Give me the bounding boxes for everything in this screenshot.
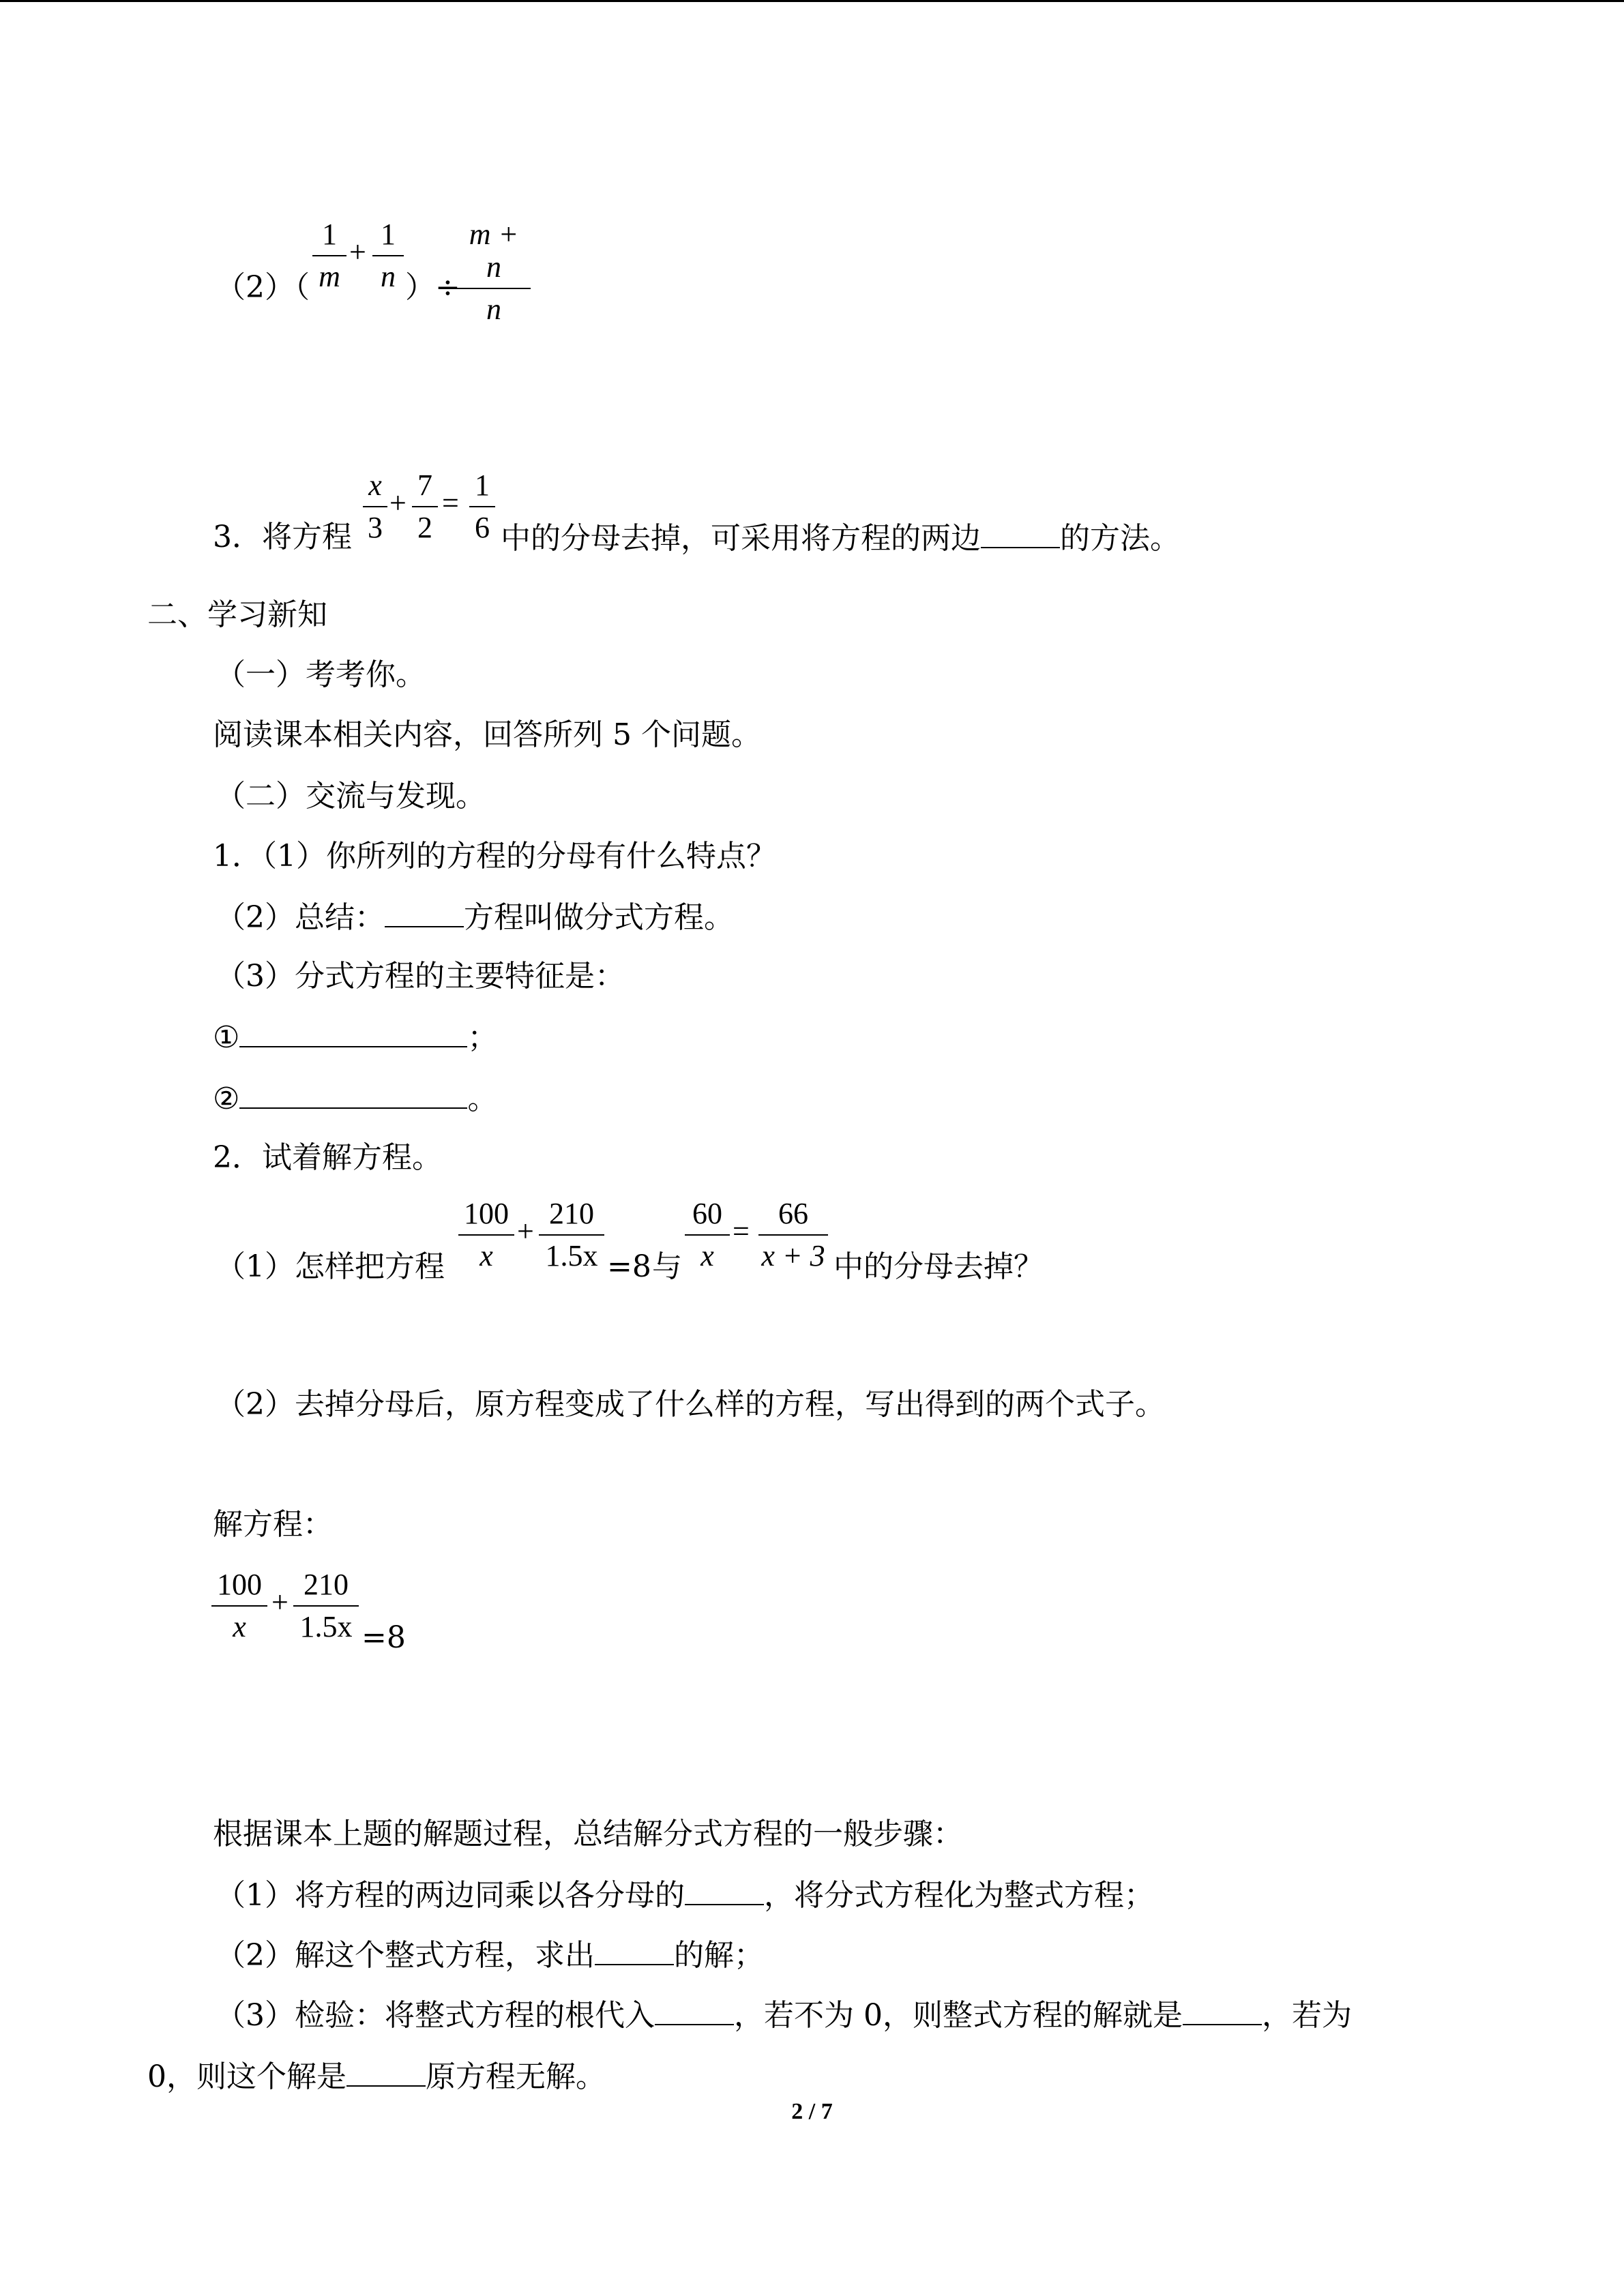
q1-3: （3）分式方程的主要特征是： — [216, 959, 625, 994]
characteristic-1-blank[interactable] — [239, 1016, 467, 1047]
summary-intro: 根据课本上题的解题过程，总结解分式方程的一般步骤： — [213, 1817, 963, 1851]
q3-plus: + — [389, 486, 407, 520]
step-3-blank-1[interactable] — [655, 1994, 734, 2025]
q2-plus: + — [349, 235, 366, 269]
q2-1-equals: = — [733, 1214, 750, 1248]
page-number: 2 / 7 — [791, 2099, 833, 2124]
q2-1-fraction-3: $\frac{60}{x}$ — [685, 1197, 730, 1272]
step-1: （1）将方程的两边同乘以各分母的 ，将分式方程化为整式方程； — [216, 1874, 1154, 1916]
q2-1-equals-8: =8 — [607, 1249, 651, 1284]
q3-fraction-1: $\frac{x}{3}$ — [363, 469, 387, 544]
step-2: （2）解这个整式方程，求出 的解； — [216, 1934, 764, 1976]
characteristic-2-blank[interactable] — [239, 1077, 467, 1109]
q2-1-fraction-2: $\frac{210}{1.5x}$ — [539, 1197, 604, 1272]
q2-2: （2）去掉分母后，原方程变成了什么样的方程，写出得到的两个式子。 — [216, 1387, 1165, 1422]
step-3-continued: 0，则这个解是 原方程无解。 — [147, 2055, 606, 2098]
q2-1-plus: + — [517, 1214, 534, 1248]
q2-fraction-2: $\frac{1}{n}$ — [372, 218, 404, 293]
q2-1-prefix: （1）怎样把方程 — [216, 1249, 445, 1284]
solve-fraction-2: $\frac{210}{1.5x}$ — [293, 1568, 359, 1643]
q3-fraction-3: $\frac{1}{6}$ — [469, 469, 495, 544]
q2-1-fraction-1: $\frac{100}{x}$ — [458, 1197, 514, 1272]
q2-label: （2）（ — [216, 270, 310, 305]
q1-2: （2）总结： 方程叫做分式方程。 — [216, 896, 734, 938]
step-2-blank[interactable] — [595, 1934, 674, 1965]
solve-equals-8: =8 — [361, 1620, 406, 1655]
solve-fraction-1: $\frac{100}{x}$ — [211, 1568, 267, 1643]
q2-fraction-3: $\frac{m + n}{n}$ — [457, 218, 531, 326]
top-border — [0, 0, 1624, 2]
part1-heading: （一）考考你。 — [216, 657, 426, 692]
reading-instruction: 阅读课本相关内容，回答所列 5 个问题。 — [213, 717, 761, 752]
q3-fraction-2: $\frac{7}{2}$ — [412, 469, 438, 544]
q1-1: 1．（1）你所列的方程的分母有什么特点？ — [213, 839, 776, 874]
part2-heading: （二）交流与发现。 — [216, 779, 486, 814]
q2-1-suffix: 中的分母去掉？ — [833, 1249, 1044, 1284]
step-3: （3）检验：将整式方程的根代入 ，若不为 0，则整式方程的解就是 ，若为 — [216, 1994, 1352, 2036]
q2-title: 2．试着解方程。 — [213, 1140, 442, 1175]
q3-prefix: 3．将方程 — [213, 520, 352, 554]
step-3-blank-3[interactable] — [346, 2055, 426, 2087]
characteristic-2: ② 。 — [213, 1077, 497, 1120]
q2-1-and: 与 — [652, 1249, 682, 1284]
q1-2-blank[interactable] — [385, 896, 464, 927]
q3-equals: = — [442, 486, 459, 520]
solve-label: 解方程： — [213, 1507, 333, 1542]
q3-suffix: 中的分母去掉，可采用将方程的两边 的方法。 — [501, 517, 1180, 559]
characteristic-1: ① ； — [213, 1016, 497, 1058]
q2-close-divide: ）÷ — [405, 270, 460, 305]
q3-blank[interactable] — [981, 517, 1060, 548]
q2-fraction-1: $\frac{1}{m}$ — [312, 218, 346, 293]
solve-plus: + — [271, 1585, 289, 1619]
section-title: 二、学习新知 — [147, 597, 327, 632]
step-1-blank[interactable] — [685, 1874, 764, 1905]
step-3-blank-2[interactable] — [1183, 1994, 1262, 2025]
q2-1-fraction-4: $\frac{66}{x + 3}$ — [758, 1197, 828, 1272]
